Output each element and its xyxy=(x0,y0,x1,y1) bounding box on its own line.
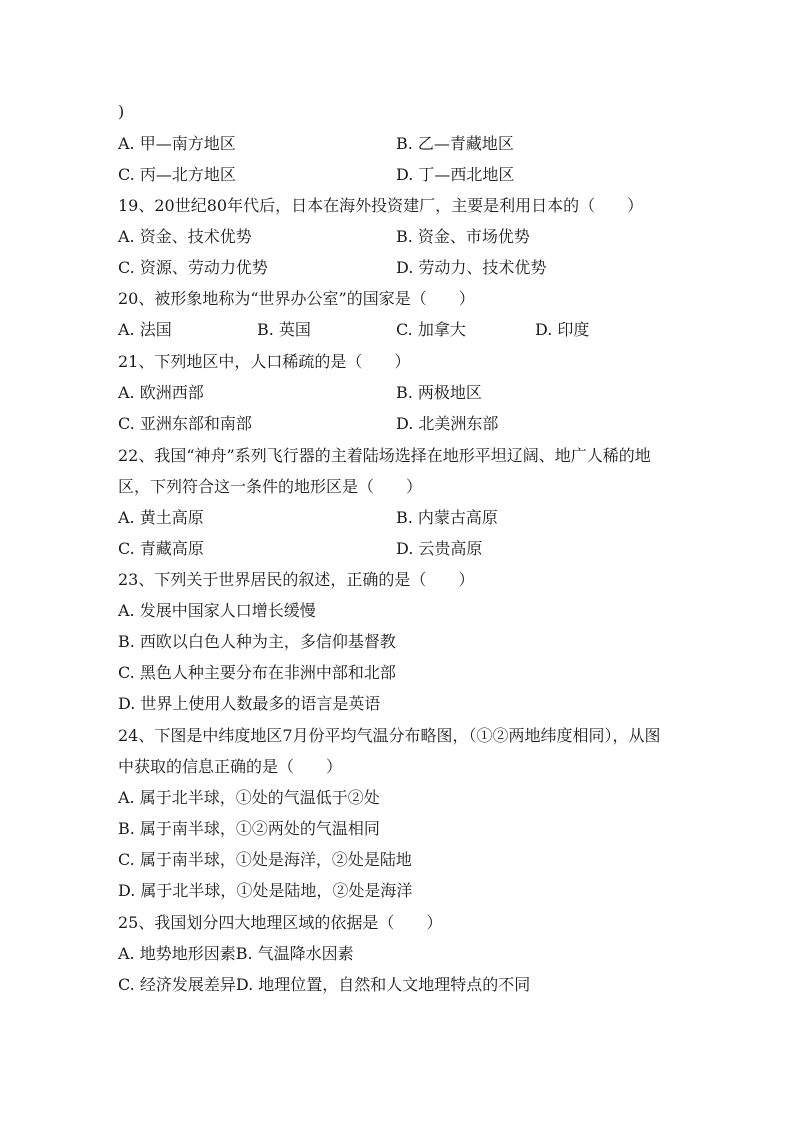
q22-option-a: A. 黄土高原 xyxy=(118,508,204,527)
q18-option-a: A. 甲—南方地区 xyxy=(118,134,236,153)
question-continuation: ) xyxy=(118,102,125,121)
q24-stem-line1: 24、下图是中纬度地区7月份平均气温分布略图，（①②两地纬度相同），从图 xyxy=(118,726,661,745)
q21-stem: 21、下列地区中，人口稀疏的是（ ） xyxy=(118,352,411,371)
q20-option-c: C. 加拿大 xyxy=(396,320,466,339)
q19-stem: 19、20世纪80年代后，日本在海外投资建厂，主要是利用日本的（ ） xyxy=(118,196,644,215)
q20-stem: 20、被形象地称为“世界办公室”的国家是（ ） xyxy=(118,289,475,308)
q18-option-d: D. 丁—西北地区 xyxy=(396,165,515,184)
q19-option-d: D. 劳动力、技术优势 xyxy=(396,258,547,277)
q19-option-c: C. 资源、劳动力优势 xyxy=(118,258,268,277)
q21-option-b: B. 两极地区 xyxy=(396,383,482,402)
q22-stem-line2: 区，下列符合这一条件的地形区是（ ） xyxy=(118,477,423,496)
q24-option-c: C. 属于南半球，①处是海洋，②处是陆地 xyxy=(118,850,412,869)
q22-option-c: C. 青藏高原 xyxy=(118,539,204,558)
q22-option-d: D. 云贵高原 xyxy=(396,539,483,558)
q20-option-d: D. 印度 xyxy=(535,320,590,339)
q19-option-b: B. 资金、市场优势 xyxy=(396,227,530,246)
q23-option-a: A. 发展中国家人口增长缓慢 xyxy=(118,601,316,620)
q24-option-a: A. 属于北半球，①处的气温低于②处 xyxy=(118,788,380,807)
q21-option-a: A. 欧洲西部 xyxy=(118,383,204,402)
q23-option-c: C. 黑色人种主要分布在非洲中部和北部 xyxy=(118,663,396,682)
q22-stem-line1: 22、我国“神舟”系列飞行器的主着陆场选择在地形平坦辽阔、地广人稀的地 xyxy=(118,446,651,465)
q25-options-ab: A. 地势地形因素B. 气温降水因素 xyxy=(118,944,354,963)
q20-option-b: B. 英国 xyxy=(257,320,311,339)
q23-option-b: B. 西欧以白色人种为主，多信仰基督教 xyxy=(118,632,396,651)
q23-stem: 23、下列关于世界居民的叙述，正确的是（ ） xyxy=(118,570,475,589)
q24-option-b: B. 属于南半球，①②两处的气温相同 xyxy=(118,819,380,838)
q24-stem-line2: 中获取的信息正确的是（ ） xyxy=(118,757,343,776)
q24-option-d: D. 属于北半球，①处是陆地，②处是海洋 xyxy=(118,881,413,900)
q19-option-a: A. 资金、技术优势 xyxy=(118,227,252,246)
q18-option-c: C. 丙—北方地区 xyxy=(118,165,236,184)
q23-option-d: D. 世界上使用人数最多的语言是英语 xyxy=(118,694,381,713)
q21-option-d: D. 北美洲东部 xyxy=(396,414,499,433)
q25-options-cd: C. 经济发展差异D. 地理位置，自然和人文地理特点的不同 xyxy=(118,975,531,994)
q22-option-b: B. 内蒙古高原 xyxy=(396,508,498,527)
q25-stem: 25、我国划分四大地理区域的依据是（ ） xyxy=(118,913,443,932)
q20-option-a: A. 法国 xyxy=(118,320,172,339)
q18-option-b: B. 乙—青藏地区 xyxy=(396,134,514,153)
q21-option-c: C. 亚洲东部和南部 xyxy=(118,414,252,433)
